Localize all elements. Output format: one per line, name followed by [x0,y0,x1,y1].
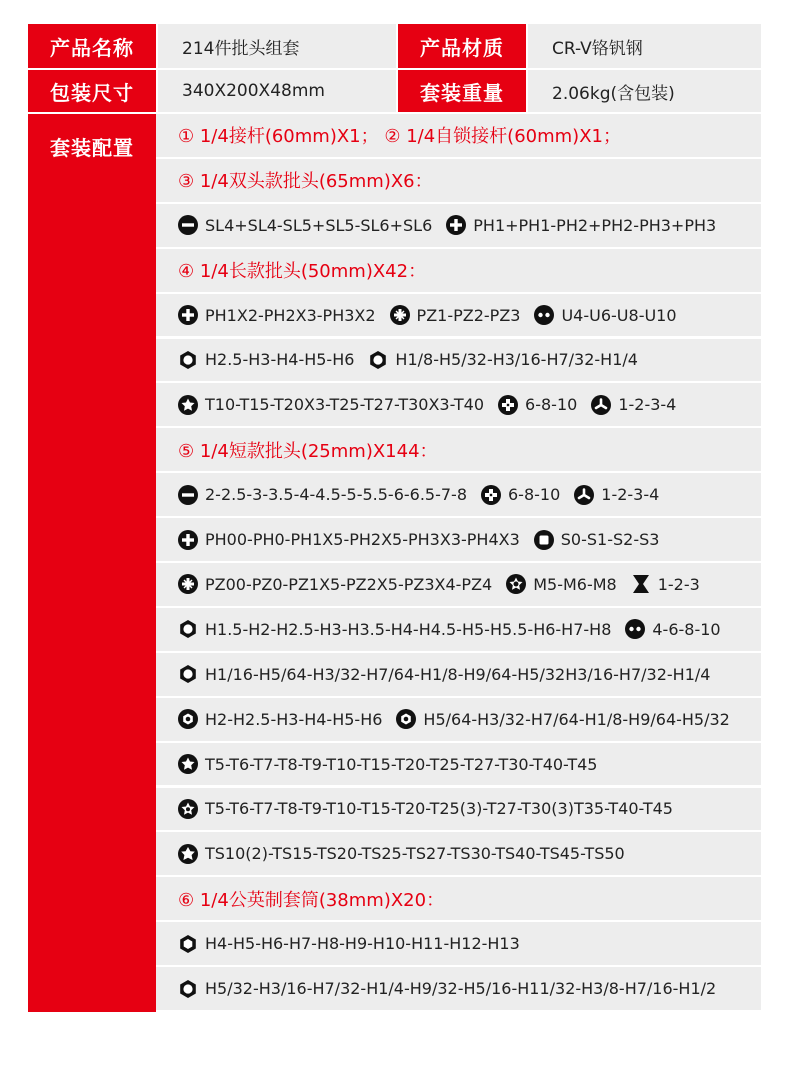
clutch-icon [631,574,651,594]
pozidriv-icon [178,574,198,594]
section-heading-text: ③ 1/4双头款批头(65mm)X6： [178,171,433,193]
bit-sizes: 4-6-8-10 [652,619,721,639]
config-section-heading [156,249,761,292]
torx-hollow-icon [506,574,526,594]
config-item-row [156,518,761,561]
set-weight-value: 2.06kg(含包装) [528,70,761,112]
hex-solid-icon [178,934,198,954]
hex-icon [178,619,198,639]
config-item-row [156,743,761,786]
bit-group [446,215,716,235]
package-size-value: 340X200X48mm [158,70,396,112]
config-item-row [156,608,761,651]
config-item-row [156,473,761,516]
bit-sizes: 1-2-3 [657,574,700,594]
bit-sizes: PH1X2-PH2X3-PH3X2 [205,305,376,325]
product-material-label: 产品材质 [398,24,526,68]
pozidriv-icon [390,305,410,325]
bit-group [178,350,354,370]
bit-sizes: T5-T6-T7-T8-T9-T10-T15-T20-T25-T27-T30-T40-T45 [205,754,598,774]
bit-group [178,979,716,999]
bit-sizes: S0-S1-S2-S3 [560,530,660,550]
hex-icon [178,979,198,999]
config-item-row [156,383,761,426]
bit-sizes: 2-2.5-3-3.5-4-4.5-5-5.5-6-6.5-7-8 [205,485,467,505]
product-material-value: CR-V铬钒钢 [528,24,761,68]
config-item-row [156,204,761,247]
section-heading-text: ④ 1/4长款批头(50mm)X42： [178,261,427,283]
bit-group [178,934,520,954]
bit-group [390,305,521,325]
torx-security-icon [178,799,198,819]
config-section-heading [156,114,761,157]
torx-plus-icon [178,844,198,864]
bit-group [178,485,467,505]
torx-icon [178,395,198,415]
bit-sizes: H1.5-H2-H2.5-H3-H3.5-H4-H4.5-H5-H5.5-H6-H7-H8 [205,619,612,639]
config-item-row [156,922,761,965]
set-weight-label: 套装重量 [398,70,526,112]
config-item-row [156,339,761,382]
section-heading-text: ① 1/4接杆(60mm)X1； ② 1/4自锁接杆(60mm)X1； [178,126,621,148]
bit-group [178,664,710,684]
bit-group [178,754,597,774]
torx-icon [178,754,198,774]
bit-sizes: PZ00-PZ0-PZ1X5-PZ2X5-PZ3X4-PZ4 [205,574,493,594]
bit-sizes: SL4+SL4-SL5+SL5-SL6+SL6 [205,215,433,235]
bit-group [178,799,673,819]
bit-group [574,485,659,505]
bit-sizes: 1-2-3-4 [618,395,677,415]
bit-sizes: PZ1-PZ2-PZ3 [416,305,521,325]
product-name-label: 产品名称 [28,24,156,68]
config-item-row [156,967,761,1010]
bit-group [178,395,484,415]
slotted-icon [178,485,198,505]
hex-icon [178,664,198,684]
square-cross-icon [481,485,501,505]
config-item-row [156,698,761,741]
slotted-icon [178,215,198,235]
bit-group [178,619,611,639]
config-section-heading [156,159,761,202]
bit-sizes: H5/64-H3/32-H7/64-H1/8-H9/64-H5/32 [423,709,730,729]
hex-security-icon [396,709,416,729]
product-name-value: 214件批头组套 [158,24,396,68]
bit-group [631,574,700,594]
bit-sizes: H1/16-H5/64-H3/32-H7/64-H1/8-H9/64-H5/32H3/16-H7/32-H1/4 [205,664,711,684]
bit-sizes: T10-T15-T20X3-T25-T27-T30X3-T40 [205,395,485,415]
phillips-icon [178,305,198,325]
package-size-label: 包装尺寸 [28,70,156,112]
bit-sizes: PH1+PH1-PH2+PH2-PH3+PH3 [473,215,717,235]
bit-sizes: T5-T6-T7-T8-T9-T10-T15-T20-T25(3)-T27-T30(3)T35-T40-T45 [205,799,673,819]
bit-group [178,709,382,729]
bit-group [481,485,560,505]
hex-security-icon [178,709,198,729]
bit-sizes: H4-H5-H6-H7-H8-H9-H10-H11-H12-H13 [205,934,520,954]
bit-group [498,395,577,415]
bit-group [625,619,720,639]
spanner-icon [534,305,554,325]
config-section-heading [156,428,761,471]
bit-group [178,530,520,550]
bit-sizes: 6-8-10 [508,485,561,505]
config-section-heading [156,877,761,920]
spanner-icon [625,619,645,639]
config-item-row [156,294,761,337]
bit-sizes: 1-2-3-4 [601,485,660,505]
square-cross-icon [498,395,518,415]
hex-icon [178,350,198,370]
bit-sizes: M5-M6-M8 [533,574,617,594]
hex-icon [368,350,388,370]
bit-group [178,844,625,864]
bit-sizes: PH00-PH0-PH1X5-PH2X5-PH3X3-PH4X3 [205,530,520,550]
bit-sizes: H5/32-H3/16-H7/32-H1/4-H9/32-H5/16-H11/32-H3/8-H7/16-H1/2 [205,979,717,999]
section-heading-text: ⑥ 1/4公英制套筒(38mm)X20： [178,889,445,911]
config-item-row [156,563,761,606]
bit-sizes: H2-H2.5-H3-H4-H5-H6 [205,709,383,729]
bit-group [178,215,432,235]
phillips-icon [178,530,198,550]
phillips-icon [446,215,466,235]
bit-group [178,574,492,594]
tri-wing-icon [574,485,594,505]
bit-group [178,305,376,325]
bit-sizes: H2.5-H3-H4-H5-H6 [205,350,355,370]
square-icon [534,530,554,550]
bit-sizes: U4-U6-U8-U10 [561,305,677,325]
bit-group [534,305,676,325]
set-config-label: 套装配置 [28,114,156,1012]
bit-sizes: H1/8-H5/32-H3/16-H7/32-H1/4 [395,350,638,370]
config-item-row [156,653,761,696]
bit-group [368,350,638,370]
config-item-row [156,832,761,875]
bit-group [506,574,617,594]
config-item-row [156,788,761,831]
bit-group [396,709,729,729]
bit-sizes: 6-8-10 [525,395,578,415]
tri-wing-icon [591,395,611,415]
bit-group [591,395,676,415]
bit-group [534,530,660,550]
section-heading-text: ⑤ 1/4短款批头(25mm)X144： [178,440,438,462]
bit-sizes: TS10(2)-TS15-TS20-TS25-TS27-TS30-TS40-TS45-TS50 [205,844,625,864]
